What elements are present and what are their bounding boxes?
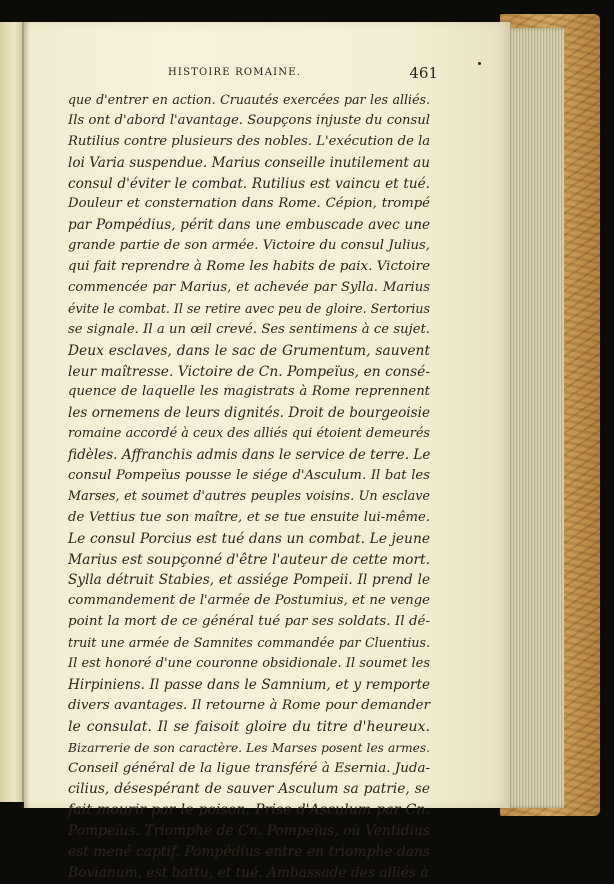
text-line: fidèles. Affranchis admis dans le service de terre. Le xyxy=(68,447,431,464)
text-line: Il est honoré d'une couronne obsidionale. Il soumet les xyxy=(68,656,430,672)
ink-speck xyxy=(478,62,481,65)
text-line: Marses, et soumet d'autres peuples voisins. Un esclave xyxy=(68,488,430,504)
text-line: commencée par Marius, et achevée par Sylla. Marius xyxy=(68,280,430,296)
text-line: évite le combat. Il se retire avec peu de gloire. Sertorius xyxy=(68,300,430,316)
text-line: Deux esclaves, dans le sac de Grumentum, sauvent xyxy=(68,342,430,359)
text-line: consul d'éviter le combat. Rutilius est vaincu et tué. xyxy=(68,175,430,192)
text-line: qui fait reprendre à Rome les habits de paix. Victoire xyxy=(68,259,430,275)
page-header xyxy=(168,64,438,84)
text-line: Ils ont d'abord l'avantage. Soupçons injuste du consul xyxy=(68,112,430,128)
running-head: HISTOIRE ROMAINE. xyxy=(168,67,302,78)
text-line: Conseil général de la ligue transféré à Esernia. Juda- xyxy=(68,760,430,776)
text-line: que d'entrer en action. Cruautés exercées par les alliés. xyxy=(68,92,430,107)
page-number: 461 xyxy=(409,64,438,82)
gutter-shadow xyxy=(22,22,30,808)
text-line: Sylla détruit Stabies, et assiége Pompeii. Il prend le xyxy=(68,572,430,589)
text-line: truit une armée de Samnites commandée par Cluentius. xyxy=(68,635,430,651)
text-line: Pompeïus. Triomphe de Cn. Pompeïus, où Ventidius xyxy=(68,823,430,840)
text-line: leur maîtresse. Victoire de Cn. Pompeïus, en consé- xyxy=(68,363,430,380)
text-line: le consulat. Il se faisoit gloire du titre d'heureux. xyxy=(68,718,430,735)
text-line: de Vettius tue son maître, et se tue ensuite lui-même. xyxy=(68,509,430,525)
text-line: Rutilius contre plusieurs des nobles. L'exécution de la xyxy=(68,133,431,149)
text-line: point la mort de ce général tué par ses soldats. Il dé- xyxy=(68,614,430,630)
text-line: se signale. Il a un œil crevé. Ses sentimens à ce sujet. xyxy=(68,321,430,337)
text-line: loi Varia suspendue. Marius conseille inutilement au xyxy=(68,154,430,171)
text-line: Bovianum, est battu, et tué. Ambassade des alliés à xyxy=(68,864,429,881)
text-line: grande partie de son armée. Victoire du consul Julius, xyxy=(68,238,430,254)
text-line: Marius est soupçonné d'être l'auteur de cette mort. xyxy=(68,551,430,568)
text-line: par Pompédius, périt dans une embuscade avec une xyxy=(68,217,430,234)
text-line: quence de laquelle les magistrats à Rome reprennent xyxy=(68,384,430,400)
text-line: commandement de l'armée de Postumius, et ne venge xyxy=(68,593,430,609)
text-line: divers avantages. Il retourne à Rome pour demander xyxy=(68,697,430,713)
text-line: Hirpiniens. Il passe dans le Samnium, et y remporte xyxy=(68,676,430,693)
text-line: Bizarrerie de son caractère. Les Marses posent les armes. xyxy=(68,740,430,755)
text-line: romaine accordé à ceux des alliés qui étoient demeurés xyxy=(68,426,430,442)
text-line: est mené captif. Pompédius entre en triomphe dans xyxy=(68,844,430,861)
text-line: fait mourir par le poison. Prise d'Asculum par Cn. xyxy=(68,802,430,819)
text-line: consul Pompeïus pousse le siége d'Asculum. Il bat les xyxy=(68,468,430,484)
text-line: cilius, désespérant de sauver Asculum sa patrie, se xyxy=(68,781,430,798)
text-line: Le consul Porcius est tué dans un combat. Le jeune xyxy=(68,530,430,547)
text-line: Douleur et consternation dans Rome. Cépion, trompé xyxy=(68,196,430,212)
text-line: les ornemens de leurs dignités. Droit de bourgeoisie xyxy=(68,405,430,422)
body-text xyxy=(68,90,430,884)
page-stack-edges xyxy=(506,28,564,808)
